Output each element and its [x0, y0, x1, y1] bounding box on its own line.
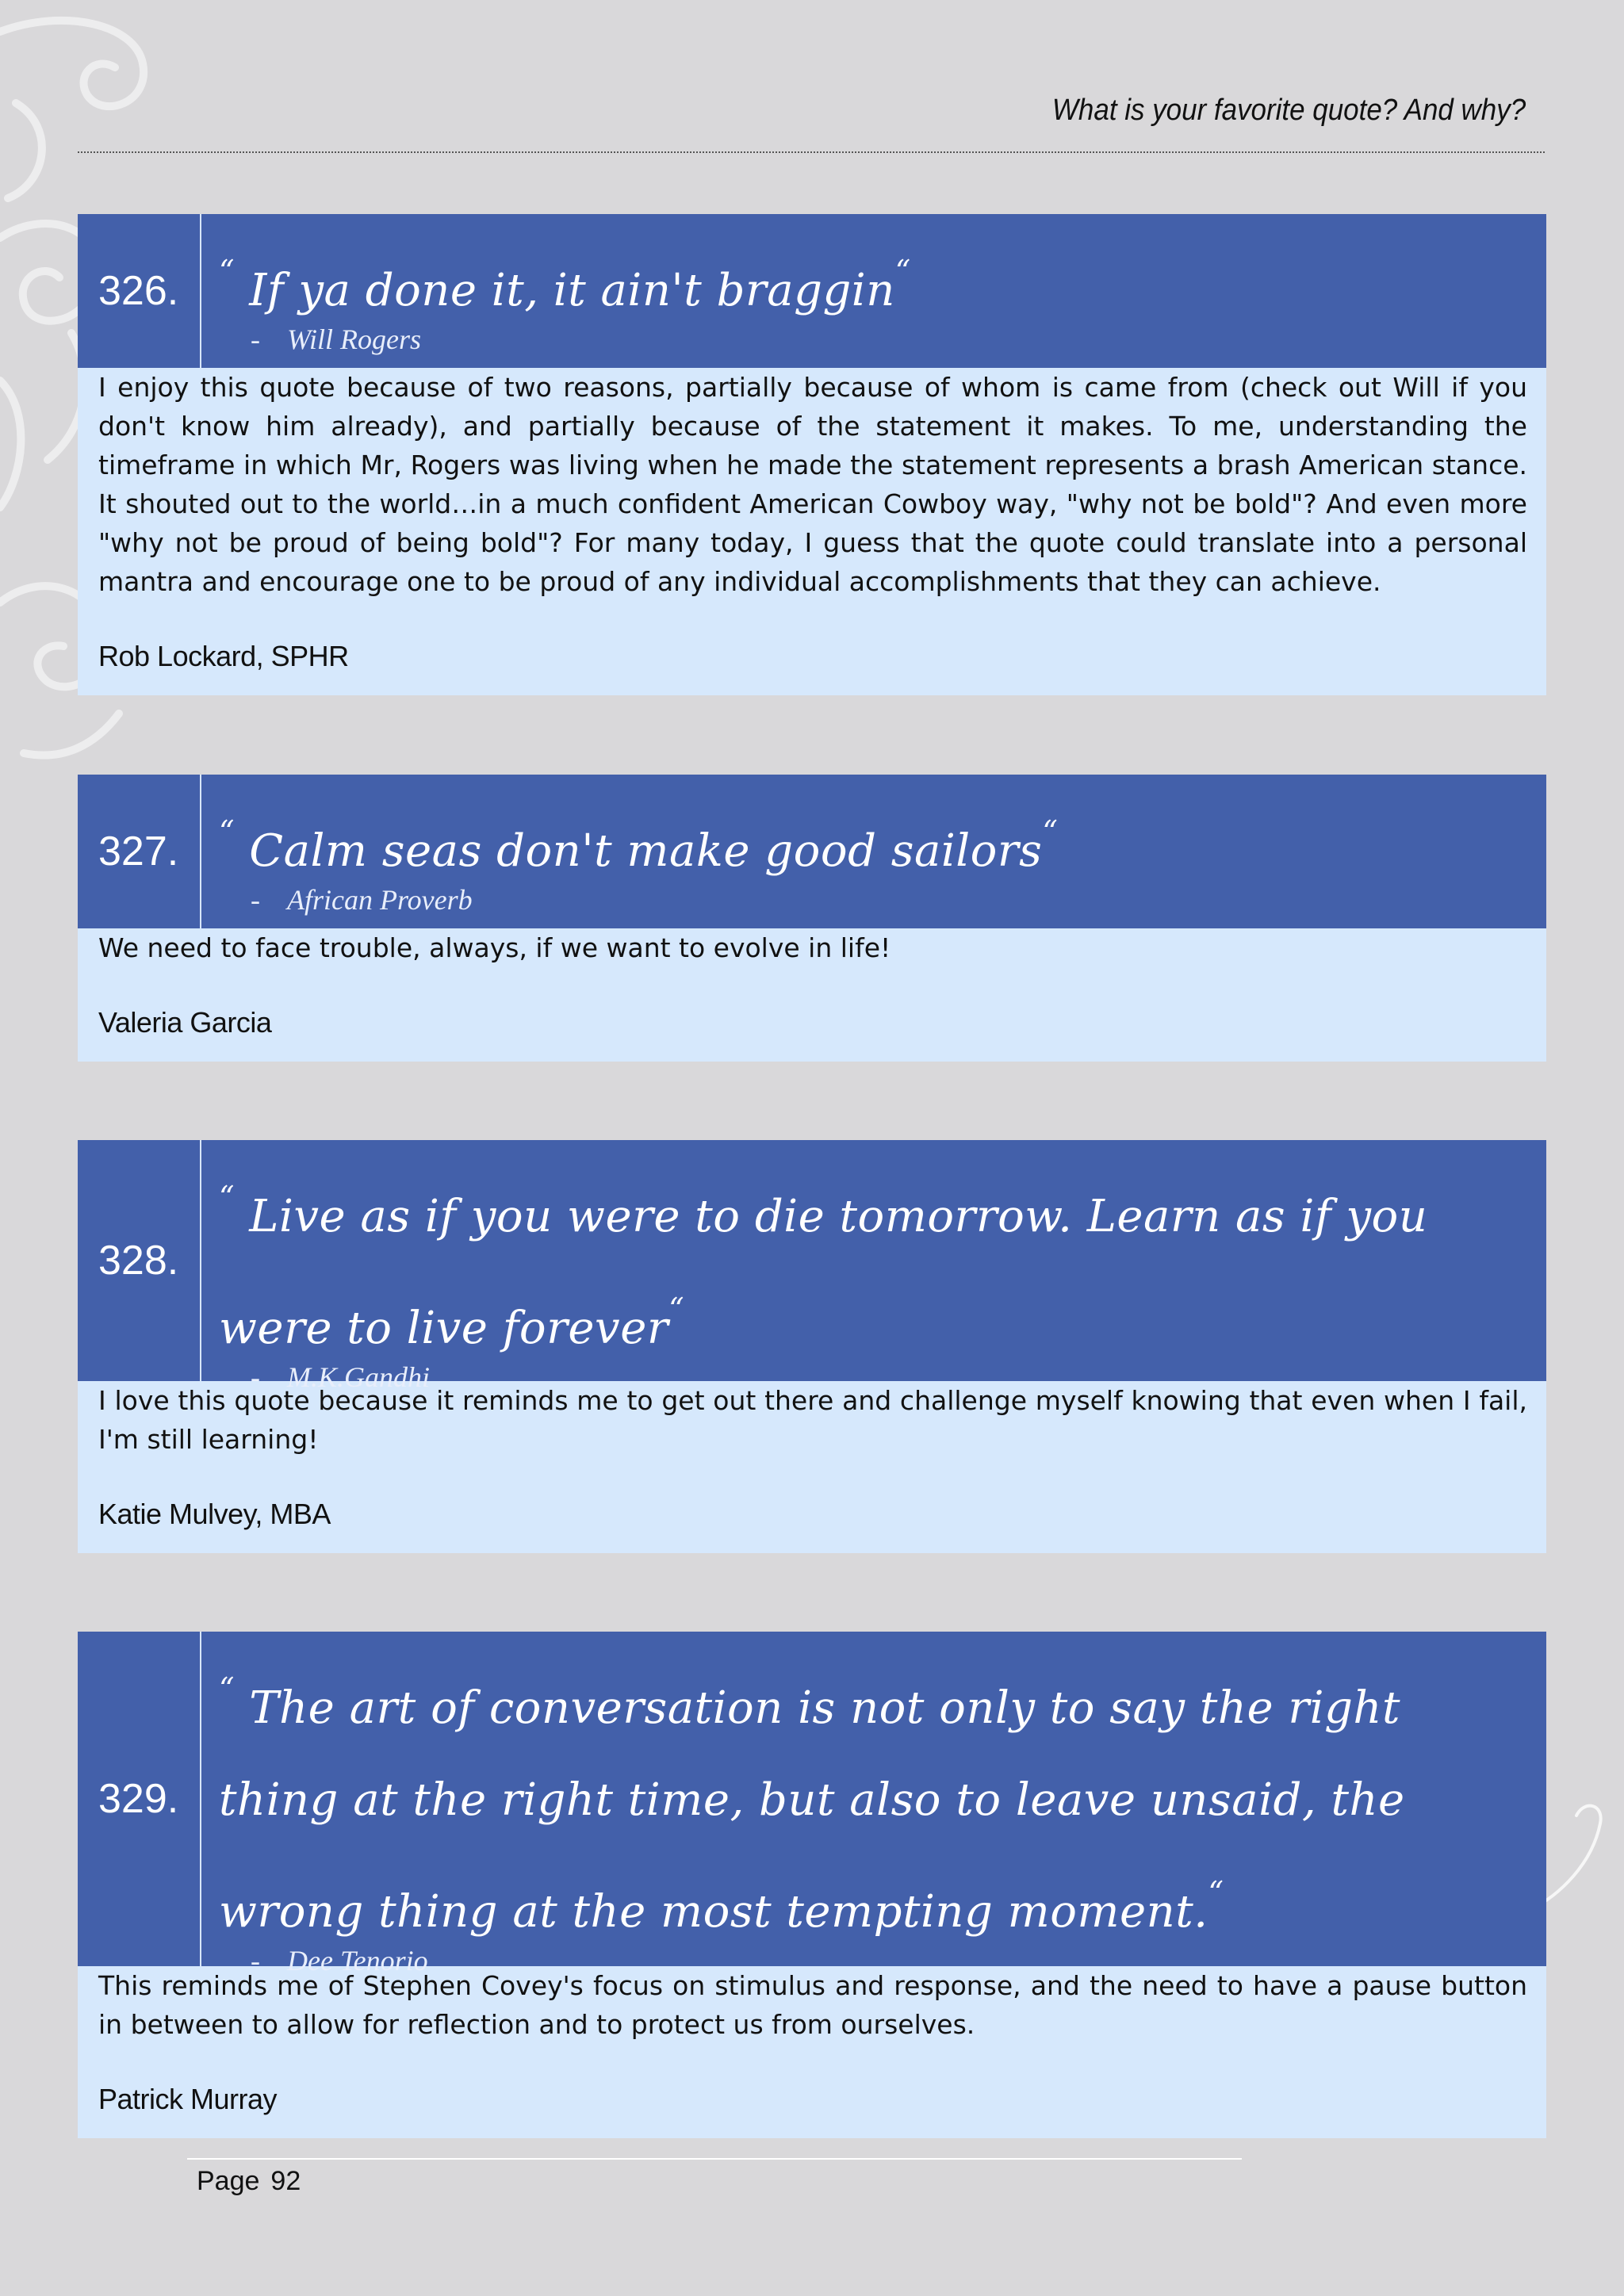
quote-close-mark: “ [1042, 814, 1059, 849]
quote-open-mark: “ [219, 254, 235, 289]
quote-author: Dee Tenorio [287, 1945, 428, 1976]
header-divider [78, 151, 1545, 153]
contributor-name: Katie Mulvey, MBA [98, 1498, 331, 1530]
quote-text [219, 1151, 1532, 1375]
entry-body [78, 368, 1546, 695]
page-label: Page [197, 2166, 260, 2196]
quote-body: Calm seas don't make good sailors [249, 825, 1043, 877]
quote-body: Live as if you were to die tomorrow. Learn as if you were to live forever [219, 1191, 1428, 1354]
quote-body: The art of conversation is not only to say the right thing at the right time, but also to leave unsaid, the wrong thing at the most tempting moment. [219, 1682, 1405, 1938]
quote-text [219, 225, 1532, 337]
quote-open-mark: “ [219, 1671, 235, 1706]
entry-explanation: We need to face trouble, always, if we want to evolve in life! [98, 932, 891, 963]
quote-author: M.K.Gandhi [287, 1361, 430, 1393]
attribution-dash: - [251, 1945, 260, 1976]
attribution-dash: - [251, 884, 260, 916]
quote-close-mark: “ [1208, 1875, 1224, 1910]
entry-explanation: I love this quote because it reminds me to get out there and challenge myself knowing that even when I fail, I'm still learning! [98, 1385, 1527, 1455]
contributor-name: Patrick Murray [98, 2083, 278, 2115]
quote-header [78, 214, 1546, 368]
quote-entry [78, 214, 1546, 695]
page-header-title: What is your favorite quote? And why? [1051, 94, 1526, 127]
page-number [197, 2166, 312, 2197]
entry-number: 327. [78, 775, 201, 928]
page-number-value: 92 [270, 2166, 301, 2196]
footer-divider [187, 2158, 1242, 2160]
entry-number: 329. [78, 1632, 201, 1966]
quote-author: Will Rogers [287, 323, 421, 355]
contributor-name: Rob Lockard, SPHR [98, 640, 349, 672]
contributor-name: Valeria Garcia [98, 1006, 272, 1039]
quote-block [201, 1140, 1546, 1393]
entry-number: 326. [78, 214, 201, 368]
entry-explanation: I enjoy this quote because of two reasons, partially because of whom is came from (check out Will if you don't know him already), and partially because of the statement it makes. To me, understanding the timeframe in which Mr, Rogers was living when he made the statement represents a brash American stance. It shouted out to the world…in a much confident American Cowboy way, "why not be bold"? And even more "why not be proud of being bold"? For many today, I guess that the quote could translate into a personal mantra and encourage one to be proud of any individual accomplishments that they can achieve. [98, 372, 1527, 597]
quote-attribution [219, 1359, 1532, 1395]
attribution-dash: - [251, 1361, 260, 1393]
quote-block [201, 214, 1546, 368]
quote-entry [78, 1632, 1546, 2138]
entry-explanation: This reminds me of Stephen Covey's focus on stimulus and response, and the need to have a pause button in between to allow for reflection and to protect us from ourselves. [98, 1970, 1527, 2040]
entry-body [78, 1966, 1546, 2138]
quote-text [219, 1643, 1532, 1958]
entry-body [78, 928, 1546, 1062]
quote-header [78, 1140, 1546, 1393]
quote-open-mark: “ [219, 1180, 235, 1215]
entry-number: 328. [78, 1140, 201, 1381]
quote-entry [78, 775, 1546, 1062]
quote-text [219, 786, 1532, 897]
quote-author: African Proverb [287, 884, 473, 916]
quote-close-mark: “ [668, 1292, 685, 1326]
quote-header [78, 1632, 1546, 1976]
quote-entry [78, 1140, 1546, 1553]
attribution-dash: - [251, 323, 260, 355]
quote-block [201, 775, 1546, 928]
quote-header [78, 775, 1546, 928]
quote-close-mark: “ [894, 254, 911, 289]
entry-body [78, 1381, 1546, 1553]
quote-block [201, 1632, 1546, 1976]
quote-body: If ya done it, it ain't braggin [249, 265, 895, 316]
quote-open-mark: “ [219, 814, 235, 849]
